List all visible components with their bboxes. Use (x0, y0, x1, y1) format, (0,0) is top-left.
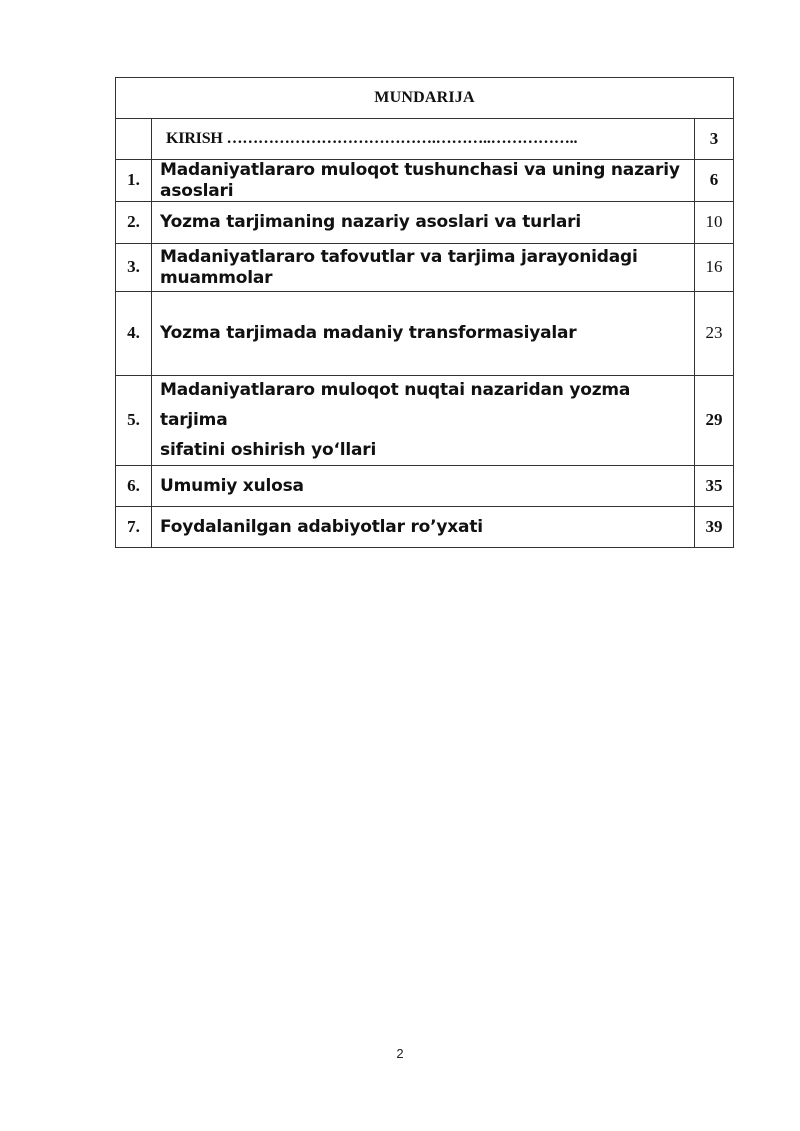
toc-row-number: 7. (116, 507, 152, 548)
toc-row-number: 6. (116, 466, 152, 507)
toc-row-title (152, 202, 695, 244)
toc-row-page: 10 (694, 202, 733, 244)
toc-row (116, 202, 734, 244)
table-of-contents (115, 77, 734, 548)
toc-heading-row (116, 78, 734, 119)
toc-row-title (152, 160, 695, 202)
toc-row (116, 244, 734, 292)
toc-row (116, 292, 734, 376)
toc-row (116, 376, 734, 466)
toc-row-title (152, 244, 695, 292)
toc-row-title-line: Yozma tarjimaning nazariy asoslari va turlari (160, 212, 581, 233)
toc-row-page: 35 (694, 466, 733, 507)
page-number: 2 (396, 1046, 404, 1061)
toc-row-page: 29 (694, 376, 733, 466)
toc-row-title (152, 292, 695, 376)
toc-row-number: 4. (116, 292, 152, 376)
toc-row-page: 23 (694, 292, 733, 376)
toc-row-title (152, 376, 695, 466)
toc-row-number: 3. (116, 244, 152, 292)
toc-row-page: 3 (694, 119, 733, 160)
toc-row-title-line: Umumiy xulosa (160, 476, 304, 497)
toc-row (116, 507, 734, 548)
toc-row-title-line: Foydalanilgan adabiyotlar ro’yxati (160, 517, 483, 538)
toc-heading: MUNDARIJA (116, 78, 734, 119)
toc-row-title-line: Madaniyatlararo muloqot nuqtai nazaridan yozma tarjima (160, 380, 631, 430)
toc-row-number: 5. (116, 376, 152, 466)
toc-row-number: 2. (116, 202, 152, 244)
toc-row-title-line: Madaniyatlararo muloqot tushunchasi va uning nazariy asoslari (160, 160, 680, 201)
toc-row (116, 160, 734, 202)
toc-row-intro (116, 119, 734, 160)
toc-row-number (116, 119, 152, 160)
toc-row-title (152, 466, 695, 507)
toc-row-number: 1. (116, 160, 152, 202)
toc-row-title-line: Yozma tarjimada madaniy transformasiyalar (160, 323, 577, 344)
toc-row-page: 16 (694, 244, 733, 292)
toc-row-title-line: Madaniyatlararo tafovutlar va tarjima jarayonidagi muammolar (160, 247, 638, 288)
toc-row-title: KIRISH ………………………………….………..…………….. (152, 119, 695, 160)
toc-row-page: 39 (694, 507, 733, 548)
toc-row-title-line: sifatini oshirish yo‘llari (160, 439, 377, 460)
toc-row (116, 466, 734, 507)
toc-row-title (152, 507, 695, 548)
toc-row-page: 6 (694, 160, 733, 202)
